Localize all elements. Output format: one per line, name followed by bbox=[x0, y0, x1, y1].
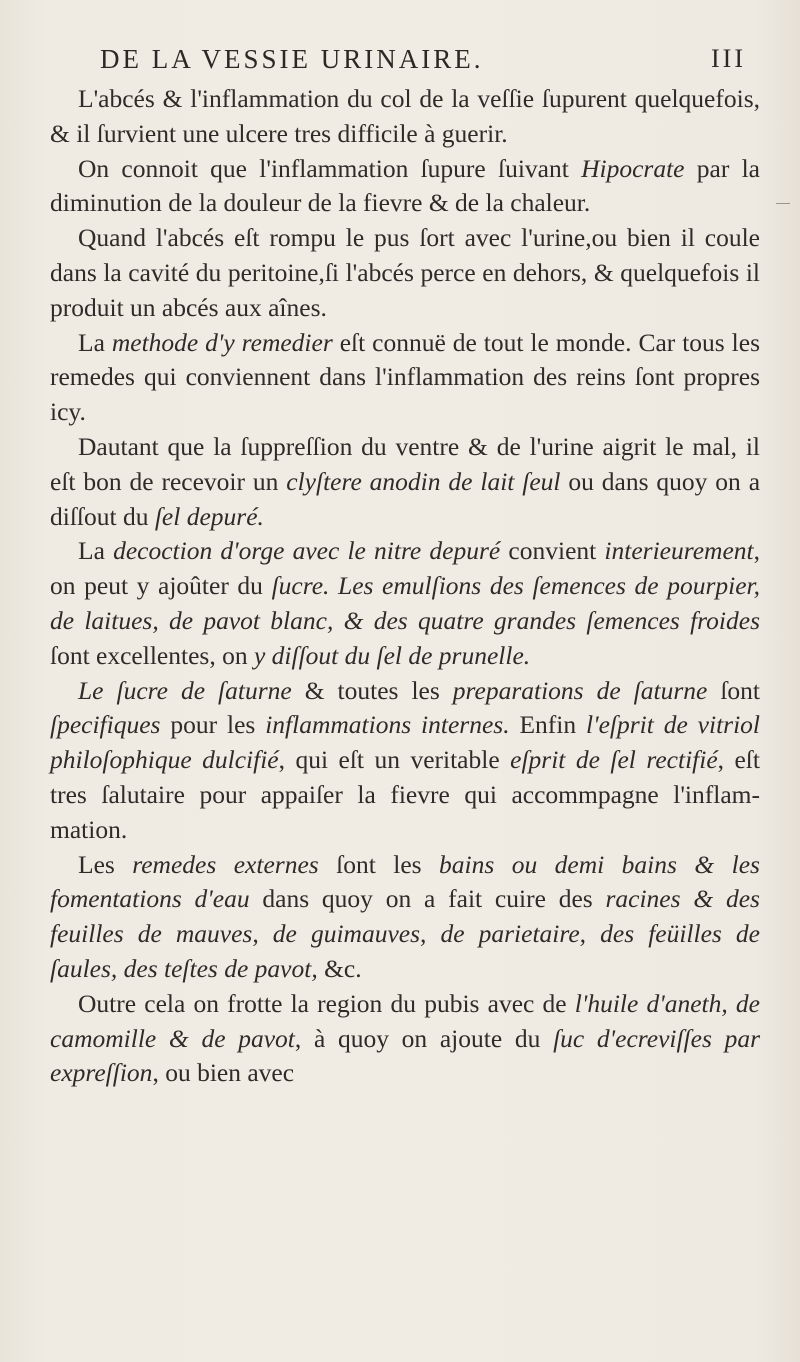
text-run: &c. bbox=[317, 953, 362, 983]
text-run: Outre cela on frotte la region du pubis avec de bbox=[78, 988, 575, 1018]
paragraph bbox=[50, 674, 760, 848]
italic-text: l'huile d'aneth, de camomille & de pavot bbox=[50, 988, 760, 1053]
running-head: DE LA VESSIE URINAIRE. bbox=[100, 44, 484, 74]
italic-text: y diſſout du ſel de prunelle. bbox=[253, 640, 531, 670]
text-run: , qui eſt un veritable bbox=[278, 745, 511, 775]
text-run: pour les bbox=[160, 710, 266, 740]
italic-text: ſpecifiques bbox=[50, 710, 161, 740]
italic-text: Hipocrate bbox=[581, 153, 685, 183]
italic-text: eſprit de ſel rectifié bbox=[510, 745, 718, 775]
italic-text: interieurement bbox=[604, 536, 754, 566]
italic-text: racines & des feuilles de mauves, de guimauves, de parietaire, des feüilles de ſaules, des teſtes de pavot, bbox=[50, 884, 760, 983]
italic-text: clyſtere anodin de lait ſeul bbox=[286, 466, 561, 496]
italic-text: Le ſucre de ſaturne bbox=[78, 675, 292, 705]
italic-text: methode d'y remedier bbox=[111, 327, 333, 357]
text-run: Les bbox=[78, 849, 133, 879]
body-text bbox=[50, 82, 760, 1091]
paragraph bbox=[50, 326, 760, 430]
text-run: , on peut y ajoûter du bbox=[50, 536, 760, 601]
italic-text: preparations de ſaturne bbox=[452, 675, 708, 705]
italic-text: remedes externes bbox=[132, 849, 319, 879]
text-run: , à quoy on ajoute du bbox=[294, 1023, 554, 1053]
text-run: L'abcés & l'inflammation du col de la veſſie ſupurent quelquefois, & il ſurvient une ulcere tres difficile à guerir. bbox=[50, 84, 760, 148]
page-number: III bbox=[711, 44, 746, 73]
text-run: convient bbox=[500, 536, 605, 566]
text-run: , eſt tres ſalutaire pour appaiſer la fievre qui accommpagne l'inflammation. bbox=[50, 745, 760, 844]
text-run: , ou bien avec bbox=[152, 1058, 295, 1088]
text-run: On connoit que l'inflammation ſupure ſuivant bbox=[78, 153, 582, 183]
text-run: eſt connuë de tout le monde. Car tous les remedes qui conviennent dans l'inflammation des reins ſont propres icy. bbox=[50, 327, 760, 427]
paragraph bbox=[50, 534, 760, 673]
text-run: par la diminution de la douleur de la fievre & de la chaleur. bbox=[50, 153, 760, 218]
italic-text: decoction d'orge avec le nitre depuré bbox=[113, 536, 501, 566]
paragraph bbox=[50, 152, 760, 222]
italic-text: ſel depuré. bbox=[154, 501, 264, 531]
paragraph bbox=[50, 221, 760, 325]
text-run: dans quoy on a fait cuire des bbox=[249, 884, 606, 914]
text-run: & toutes les bbox=[291, 675, 453, 705]
italic-text: ſuc d'ecreviſſes par expreſſion bbox=[50, 1023, 761, 1088]
text-run: Dautant que la ſuppreſſion du ventre & de l'urine aigrit le mal, il eſt bon de recevoir un bbox=[50, 431, 760, 496]
text-run: Enfin bbox=[509, 710, 587, 740]
paragraph bbox=[50, 82, 760, 152]
text-run: La bbox=[78, 536, 114, 566]
text-run: ou dans quoy on a diſſout du bbox=[50, 466, 761, 531]
text-run: ſont bbox=[707, 675, 760, 705]
paragraph bbox=[50, 848, 760, 987]
text-run: La bbox=[78, 327, 112, 357]
italic-text: l'eſprit de vitriol philoſophique dulcifié bbox=[50, 710, 760, 775]
text-run: Quand l'abcés eſt rompu le pus ſort avec l'urine,ou bien il coule dans la cavité du peritoine,ſi l'abcés perce en dehors, & quelquefois il produit un abcés aux aînes. bbox=[50, 223, 760, 322]
page-header bbox=[86, 44, 746, 84]
paragraph bbox=[50, 430, 760, 534]
text-run: ſont excellentes, on bbox=[50, 640, 254, 670]
italic-text: bains ou demi bains & les fomentations d'eau bbox=[50, 849, 760, 914]
margin-mark bbox=[776, 203, 790, 204]
italic-text: inflammations internes. bbox=[265, 710, 510, 740]
italic-text: ſucre. Les emulſions des ſemences de pourpier, de laitues, de pavot blanc, & des quatre grandes ſemences froides bbox=[50, 571, 760, 635]
text-run: ſont les bbox=[318, 849, 440, 879]
paragraph bbox=[50, 987, 760, 1091]
